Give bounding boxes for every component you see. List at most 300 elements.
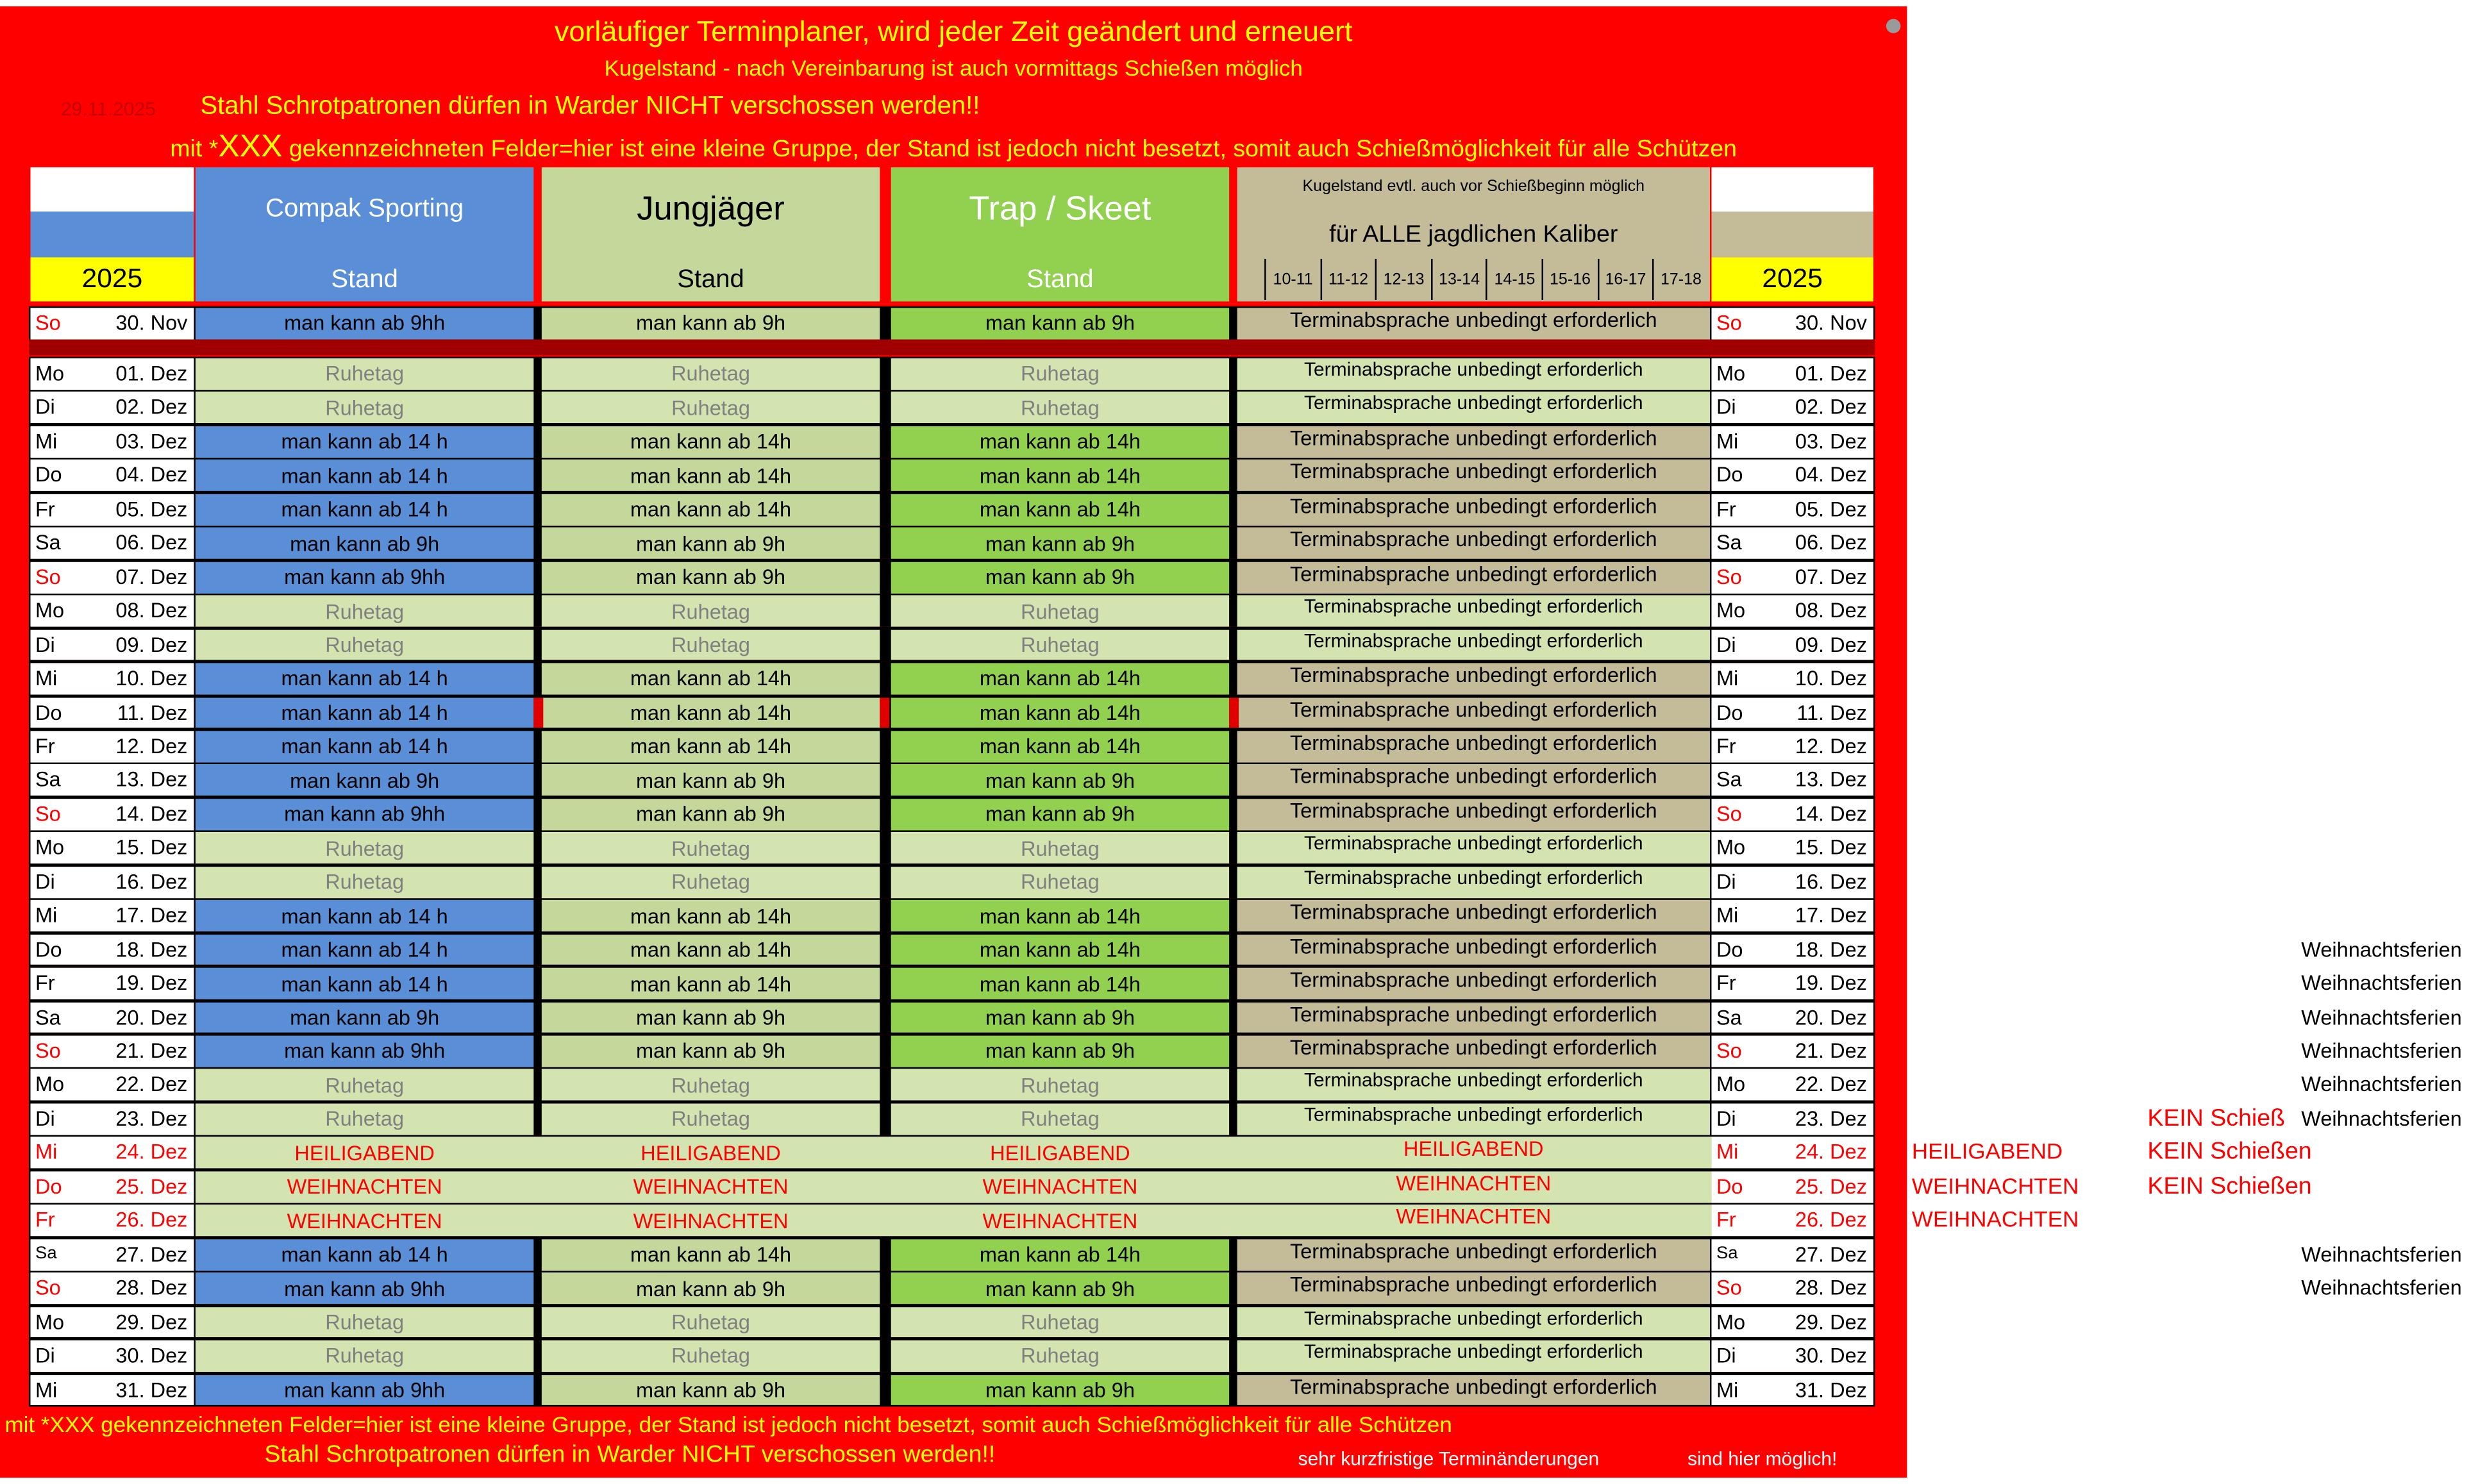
weekday: So [1716,311,1742,335]
date-cell-left [30,799,194,830]
kugel-cell: Terminabsprache unbedingt erforderlich [1237,1272,1710,1304]
trap-cell: man kann ab 9h [891,1036,1229,1067]
date: 21. Dez [1795,1038,1867,1063]
date: 08. Dez [1795,598,1867,622]
side-holidays: Weihnachtsferien [2301,1276,2462,1300]
weekday: Di [35,395,55,419]
date-cell-left [30,1137,194,1169]
date: 06. Dez [115,531,188,555]
date-cell-right [1711,1171,1873,1203]
date-cell-left [30,934,194,965]
kugel-cell: Terminabsprache unbedingt erforderlich [1237,1306,1710,1338]
weekday: Di [35,1106,55,1131]
date-cell-left [30,1171,194,1203]
trap-cell: Ruhetag [891,358,1229,390]
date-cell-right [1711,1306,1873,1338]
compak-cell: man kann ab 9hh [196,1374,533,1406]
weekday: Do [1716,463,1743,487]
date: 31. Dez [115,1377,188,1401]
date-cell-left [30,629,194,661]
weekday: Di [1716,1106,1736,1131]
weekday: So [35,1038,61,1063]
weekday: Fr [1716,497,1736,521]
weekday: Mo [35,1310,65,1334]
kugel-title: für ALLE jagdlichen Kaliber [1329,220,1618,247]
weekday: Sa [35,531,61,555]
compak-cell: Ruhetag [196,629,533,661]
compak-cell: man kann ab 14 h [196,697,533,728]
weekday: Sa [35,1243,57,1263]
weekday: So [35,801,61,826]
date: 14. Dez [115,801,188,826]
weekday: Sa [35,767,61,792]
date: 19. Dez [1795,971,1867,995]
side-holidays: Weihnachtsferien [2301,1038,2462,1063]
date: 30. Dez [115,1343,188,1367]
time-slot-label: 13-14 [1431,259,1486,300]
trap-cell: man kann ab 9h [891,528,1229,559]
date: 18. Dez [1795,937,1867,961]
red-marker [880,697,889,728]
compak-cell: man kann ab 9hh [196,562,533,593]
date: 09. Dez [1795,632,1867,656]
weekday: Di [35,632,55,656]
footer-warning: Stahl Schrotpatronen dürfen in Warder NICHT verschossen werden!! [264,1441,996,1469]
date: 11. Dez [1796,700,1867,724]
kugel-cell: Terminabsprache unbedingt erforderlich [1237,562,1710,593]
weekday: Do [35,700,62,724]
weekday: Sa [1716,767,1742,792]
weekday: So [1716,564,1742,588]
date: 13. Dez [115,767,188,792]
date: 17. Dez [115,903,188,928]
kugel-cell: Terminabsprache unbedingt erforderlich [1237,663,1710,694]
weekday: So [1716,801,1742,826]
header-band-left [30,212,194,257]
weekday: So [35,1276,61,1300]
date-cell-right [1711,392,1873,424]
date: 01. Dez [1795,361,1867,385]
kugel-cell: Terminabsprache unbedingt erforderlich [1237,358,1710,390]
date-cell-left [30,663,194,694]
weekday: Do [35,937,62,961]
compak-cell: man kann ab 14 h [196,1239,533,1271]
holiday-label-jung: WEIHNACHTEN [633,1208,789,1233]
time-slot-label: 15-16 [1542,259,1597,300]
weekday: Mo [35,361,65,385]
trap-cell: man kann ab 9h [891,765,1229,796]
compak-cell: Ruhetag [196,1306,533,1338]
time-slot-label: 17-18 [1652,259,1707,300]
weekday: Sa [35,1005,61,1029]
group-note-xxx: XXX [218,129,283,165]
compak-title: Compak Sporting [265,196,464,223]
trap-cell: man kann ab 14h [891,460,1229,492]
date-cell-left [30,1205,194,1237]
header-corner-left [30,167,194,212]
date-cell-left [30,697,194,728]
weekday: So [1716,1276,1742,1300]
kugel-cell: Terminabsprache unbedingt erforderlich [1237,1340,1710,1372]
weekday: Di [35,1343,55,1367]
date-cell-right [1711,697,1873,728]
trap-cell: Ruhetag [891,866,1229,897]
kugel-cell: Terminabsprache unbedingt erforderlich [1237,765,1710,796]
trap-cell: man kann ab 14h [891,697,1229,728]
compak-cell: Ruhetag [196,358,533,390]
jung-cell: Ruhetag [542,596,880,627]
date-cell-right [1711,900,1873,931]
weekday: Mi [1716,429,1739,453]
date-cell-left [30,731,194,762]
compak-cell: Ruhetag [196,1103,533,1135]
date: 23. Dez [1795,1106,1867,1131]
date-cell-left [30,308,194,339]
trap-cell: man kann ab 9h [891,308,1229,339]
time-slot-label: 10-11 [1264,259,1319,300]
weekday: Do [35,463,62,487]
red-marker [533,697,543,728]
trap-cell: Ruhetag [891,1069,1229,1101]
weekday: Mi [35,1377,58,1401]
compak-cell: Ruhetag [196,1340,533,1372]
date: 14. Dez [1795,801,1867,826]
jung-cell: Ruhetag [542,866,880,897]
group-note-prefix: mit * [170,135,219,163]
date: 17. Dez [1795,903,1867,928]
trap-cell: man kann ab 9h [891,562,1229,593]
trap-cell: Ruhetag [891,629,1229,661]
jung-cell: man kann ab 9h [542,308,880,339]
weekday: Sa [1716,531,1742,555]
side-holidays: Weihnachtsferien [2301,1242,2462,1266]
date: 13. Dez [1795,767,1867,792]
date: 26. Dez [1795,1208,1867,1232]
date: 28. Dez [115,1276,188,1300]
compak-cell: man kann ab 9hh [196,1272,533,1304]
date-cell-right [1711,308,1873,339]
date: 08. Dez [115,598,188,622]
date: 02. Dez [1795,395,1867,419]
date-cell-right [1711,799,1873,830]
compak-cell: man kann ab 14 h [196,731,533,762]
date: 12. Dez [115,734,188,758]
side-holidays: Weihnachtsferien [2301,971,2462,995]
jung-cell: Ruhetag [542,629,880,661]
jung-cell: man kann ab 9h [542,1272,880,1304]
compak-cell: man kann ab 14 h [196,934,533,965]
holiday-label-compak: WEIHNACHTEN [287,1208,442,1233]
trap-cell: man kann ab 9h [891,1002,1229,1033]
compak-cell: man kann ab 14 h [196,426,533,458]
date-cell-right [1711,1239,1873,1271]
weekday: Mo [1716,1072,1746,1097]
group-note-text: gekennzeichneten Felder=hier ist eine kleine Gruppe, der Stand ist jedoch nicht besetzt, somit auch Schießmöglichkeit für alle Schützen [282,135,1737,163]
compak-cell: Ruhetag [196,392,533,424]
jung-cell: Ruhetag [542,392,880,424]
date-cell-left [30,1306,194,1338]
compak-cell: Ruhetag [196,866,533,897]
jung-cell: man kann ab 14h [542,460,880,492]
jung-cell: man kann ab 9h [542,765,880,796]
trap-cell: man kann ab 14h [891,426,1229,458]
date: 15. Dez [115,835,188,860]
date: 07. Dez [115,564,188,588]
weekday: Fr [1716,734,1736,758]
weekday: Fr [35,497,55,521]
date: 02. Dez [115,395,188,419]
compak-cell: man kann ab 9hh [196,1036,533,1067]
weekday: Mi [1716,666,1739,690]
date-cell-right [1711,629,1873,661]
kugel-cell: Terminabsprache unbedingt erforderlich [1237,460,1710,492]
side-holidays: Weihnachtsferien [2301,937,2462,961]
jung-cell: Ruhetag [542,833,880,864]
jung-cell: Ruhetag [542,1069,880,1101]
kugel-cell: Terminabsprache unbedingt erforderlich [1237,392,1710,424]
date: 16. Dez [1795,869,1867,894]
date-cell-left [30,968,194,999]
holiday-label-jung: WEIHNACHTEN [633,1174,789,1199]
date-cell-left [30,460,194,492]
date: 27. Dez [1795,1242,1867,1266]
weekday: Sa [1716,1005,1742,1029]
date-cell-right [1711,1340,1873,1372]
kugel-cell: Terminabsprache unbedingt erforderlich [1237,426,1710,458]
weekday: Fr [1716,971,1736,995]
compak-cell: man kann ab 14 h [196,900,533,931]
holiday-label-trap: WEIHNACHTEN [982,1174,1138,1199]
date-cell-right [1711,494,1873,525]
red-marker [1229,697,1239,728]
weekday: So [35,311,61,335]
holiday-label-compak: HEILIGABEND [294,1141,435,1165]
date-cell-right [1711,426,1873,458]
compak-cell: man kann ab 9h [196,528,533,559]
date-cell-left [30,900,194,931]
kugel-cell: Terminabsprache unbedingt erforderlich [1237,1103,1710,1135]
trap-cell: man kann ab 9h [891,1272,1229,1304]
kugel-cell: Terminabsprache unbedingt erforderlich [1237,968,1710,999]
jung-cell: man kann ab 9h [542,1002,880,1033]
weekday: Do [1716,937,1743,961]
compak-cell: man kann ab 14 h [196,460,533,492]
date: 26. Dez [115,1208,188,1232]
date: 10. Dez [1795,666,1867,690]
weekday: Di [1716,395,1736,419]
date-cell-left [30,1002,194,1033]
jung-cell: man kann ab 14h [542,934,880,965]
compak-cell: man kann ab 14 h [196,494,533,525]
weekday: Do [1716,1174,1743,1198]
compak-cell: Ruhetag [196,1069,533,1101]
weekday: Mi [35,1140,58,1164]
date: 21. Dez [115,1038,188,1063]
jung-cell: man kann ab 14h [542,900,880,931]
kugel-cell: Terminabsprache unbedingt erforderlich [1237,629,1710,661]
date-cell-right [1711,1036,1873,1067]
date: 05. Dez [115,497,188,521]
kugel-cell: Terminabsprache unbedingt erforderlich [1237,697,1710,728]
date-cell-right [1711,731,1873,762]
date: 16. Dez [115,869,188,894]
weekday: Di [1716,632,1736,656]
jung-cell: Ruhetag [542,1340,880,1372]
date: 24. Dez [115,1140,188,1164]
jung-cell: man kann ab 14h [542,1239,880,1271]
date: 30. Nov [1795,311,1867,335]
date-cell-left [30,1272,194,1304]
trap-cell: man kann ab 14h [891,663,1229,694]
date-cell-right [1711,1272,1873,1304]
date: 28. Dez [1795,1276,1867,1300]
date-cell-right [1711,866,1873,897]
side-holidays: Weihnachtsferien [2301,1072,2462,1097]
date-cell-left [30,1036,194,1067]
date: 29. Dez [115,1310,188,1334]
jung-cell: man kann ab 14h [542,968,880,999]
date-cell-left [30,765,194,796]
kugel-cell: Terminabsprache unbedingt erforderlich [1237,308,1710,339]
holiday-label-trap: WEIHNACHTEN [982,1208,1138,1233]
kugel-cell: Terminabsprache unbedingt erforderlich [1237,1239,1710,1271]
trap-cell: Ruhetag [891,392,1229,424]
date-cell-right [1711,596,1873,627]
date-cell-right [1711,663,1873,694]
holiday-label-trap: HEILIGABEND [990,1141,1130,1165]
trap-cell: man kann ab 9h [891,799,1229,830]
kugel-cell: Terminabsprache unbedingt erforderlich [1237,596,1710,627]
date-cell-right [1711,1069,1873,1101]
time-slot-label: 12-13 [1375,259,1430,300]
group-note [0,129,1907,166]
date: 23. Dez [115,1106,188,1131]
trap-cell: man kann ab 14h [891,900,1229,931]
date: 15. Dez [1795,835,1867,860]
kugel-cell: Terminabsprache unbedingt erforderlich [1237,866,1710,897]
date-cell-left [30,562,194,593]
date: 05. Dez [1795,497,1867,521]
weekday: Di [1716,869,1736,894]
date: 04. Dez [115,463,188,487]
date: 25. Dez [1795,1174,1867,1198]
jung-cell: Ruhetag [542,1306,880,1338]
steel-warning: Stahl Schrotpatronen dürfen in Warder NICHT verschossen werden!! [200,93,980,121]
date: 03. Dez [115,429,188,453]
date: 22. Dez [115,1072,188,1097]
date-cell-left [30,426,194,458]
date-cell-left [30,866,194,897]
date: 30. Nov [115,311,188,335]
side-holiday: HEILIGABEND [1911,1138,2063,1164]
weekday: Fr [35,734,55,758]
weekday: So [1716,1038,1742,1063]
first-row-divider [29,340,1875,356]
page-subtitle: Kugelstand - nach Vereinbarung ist auch vormittags Schießen möglich [604,55,1303,81]
date: 03. Dez [1795,429,1867,453]
weekday: Fr [35,1208,55,1232]
date: 31. Dez [1795,1377,1867,1401]
holiday-label-jung: HEILIGABEND [641,1141,781,1165]
compak-cell: man kann ab 14 h [196,663,533,694]
trap-cell: man kann ab 14h [891,731,1229,762]
compak-cell: man kann ab 9hh [196,308,533,339]
date: 01. Dez [115,361,188,385]
year-left: 2025 [30,257,194,301]
kugel-cell: Terminabsprache unbedingt erforderlich [1237,833,1710,864]
date: 06. Dez [1795,531,1867,555]
holiday-label-compak: WEIHNACHTEN [287,1174,442,1199]
date-cell-right [1711,1137,1873,1169]
page-title: vorläufiger Terminplaner, wird jeder Zeit geändert und erneuert [554,15,1353,47]
date-cell-left [30,596,194,627]
kugel-note: Kugelstand evtl. auch vor Schießbeginn möglich [1302,178,1645,196]
date-cell-right [1711,1205,1873,1237]
date-cell-left [30,1103,194,1135]
jung-cell: man kann ab 14h [542,731,880,762]
jung-cell: Ruhetag [542,1103,880,1135]
date-cell-left [30,528,194,559]
kugel-cell: Terminabsprache unbedingt erforderlich [1237,494,1710,525]
side-no-shooting: KEIN Schießen [2147,1138,2312,1166]
year-right: 2025 [1711,257,1873,301]
compak-cell: Ruhetag [196,833,533,864]
jung-cell: man kann ab 14h [542,697,880,728]
side-holiday: WEIHNACHTEN [1911,1206,2079,1232]
weekday: Do [35,1174,62,1198]
trap-cell: Ruhetag [891,1340,1229,1372]
trap-cell: Ruhetag [891,833,1229,864]
date-cell-left [30,833,194,864]
date: 29. Dez [1795,1310,1867,1334]
trap-cell: man kann ab 14h [891,968,1229,999]
holiday-label-kugel: WEIHNACHTEN [1396,1205,1552,1229]
trap-stand: Stand [1026,267,1094,294]
date-cell-right [1711,968,1873,999]
weekday: Mo [35,598,65,622]
kugel-cell: Terminabsprache unbedingt erforderlich [1237,1036,1710,1067]
compak-cell: man kann ab 14 h [196,968,533,999]
date-cell-right [1711,562,1873,593]
trap-cell: man kann ab 14h [891,1239,1229,1271]
trap-cell: Ruhetag [891,596,1229,627]
possible-text: sind hier möglich! [1687,1447,1838,1470]
date: 22. Dez [1795,1072,1867,1097]
side-holiday: WEIHNACHTEN [1911,1172,2079,1198]
date: 20. Dez [115,1005,188,1029]
weekday: Mi [1716,903,1739,928]
kugel-cell: Terminabsprache unbedingt erforderlich [1237,1374,1710,1406]
date-cell-right [1711,1374,1873,1406]
date-cell-left [30,358,194,390]
trap-cell: Ruhetag [891,1103,1229,1135]
holiday-label-kugel: WEIHNACHTEN [1396,1171,1552,1195]
date-cell-left [30,1340,194,1372]
date: 24. Dez [1795,1140,1867,1164]
side-no-shooting: KEIN Schieß [2147,1105,2285,1132]
date: 10. Dez [115,666,188,690]
date-cell-left [30,1239,194,1271]
date: 12. Dez [1795,734,1867,758]
date: 30. Dez [1795,1343,1867,1367]
date: 04. Dez [1795,463,1867,487]
date: 18. Dez [115,937,188,961]
date: 09. Dez [115,632,188,656]
jung-cell: man kann ab 9h [542,1036,880,1067]
weekday: Mi [35,429,58,453]
footer-note: mit *XXX gekennzeichneten Felder=hier ist eine kleine Gruppe, der Stand ist jedoch nicht besetzt, somit auch Schießmöglichkeit für alle Schützen [4,1411,1452,1437]
compak-cell: man kann ab 9h [196,765,533,796]
